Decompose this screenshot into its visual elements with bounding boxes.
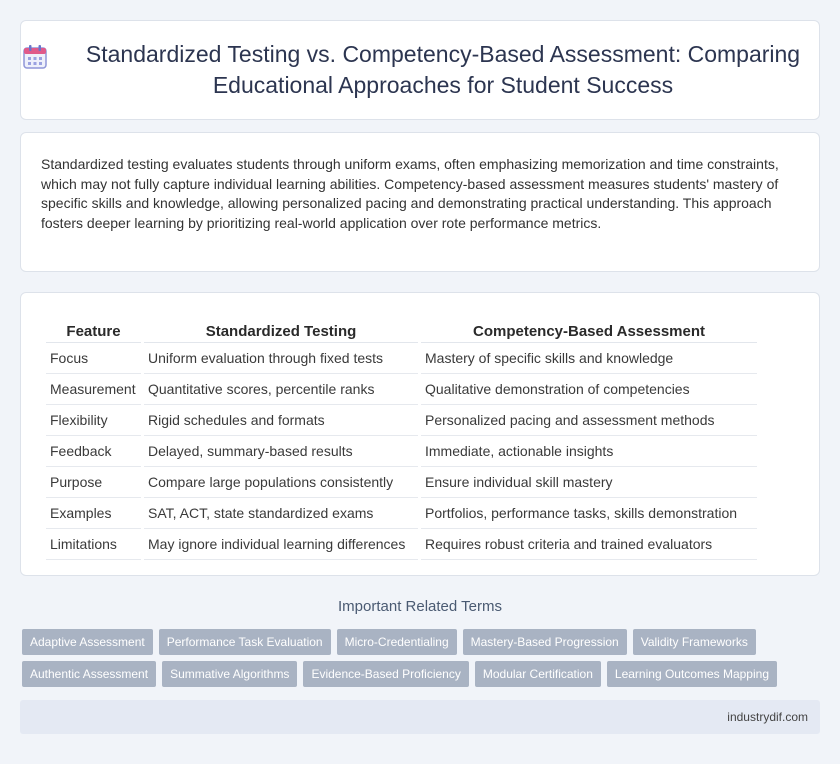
cell-competency: Immediate, actionable insights [421, 436, 757, 467]
cell-competency: Mastery of specific skills and knowledge [421, 343, 757, 374]
tag-validity-frameworks[interactable]: Validity Frameworks [633, 629, 756, 655]
table-row [46, 405, 757, 436]
comparison-card [20, 292, 820, 576]
intro-card [20, 132, 820, 272]
tag-row [22, 629, 822, 655]
page-title: Standardized Testing vs. Competency-Based Assessment: Comparing Educational Approaches for Student Success [85, 41, 801, 98]
footer-site-link[interactable]: industrydif.com [727, 710, 808, 724]
cell-standardized: May ignore individual learning differences [144, 529, 418, 560]
cell-competency: Qualitative demonstration of competencies [421, 374, 757, 405]
cell-competency: Ensure individual skill mastery [421, 467, 757, 498]
tag-performance-task-evaluation[interactable]: Performance Task Evaluation [159, 629, 331, 655]
cell-standardized: Delayed, summary-based results [144, 436, 418, 467]
title-card [20, 20, 820, 120]
footer [20, 700, 820, 734]
related-terms-tags [22, 629, 822, 693]
tag-row [22, 661, 822, 687]
table-row [46, 467, 757, 498]
cell-standardized: Rigid schedules and formats [144, 405, 418, 436]
tag-evidence-based-proficiency[interactable]: Evidence-Based Proficiency [303, 661, 468, 687]
header-standardized: Standardized Testing [144, 313, 418, 343]
header-competency: Competency-Based Assessment [421, 313, 757, 343]
table-header-row [46, 313, 757, 343]
table-row [46, 374, 757, 405]
comparison-table [43, 313, 760, 560]
header-feature: Feature [46, 313, 141, 343]
cell-competency: Portfolios, performance tasks, skills demonstration [421, 498, 757, 529]
intro-paragraph: Standardized testing evaluates students through uniform exams, often emphasizing memorization and time constraints, which may not fully capture individual learning abilities. Competency-based assessment measures students' mastery of specific skills and knowledge, allowing personalized pacing and demonstrating practical understanding. This approach fosters deeper learning by prioritizing real-world application over rote performance metrics. [41, 156, 779, 231]
table-row [46, 529, 757, 560]
cell-feature: Limitations [46, 529, 141, 560]
tag-micro-credentialing[interactable]: Micro-Credentialing [337, 629, 457, 655]
related-terms-title: Important Related Terms [338, 598, 502, 615]
tag-mastery-based-progression[interactable]: Mastery-Based Progression [463, 629, 627, 655]
cell-feature: Flexibility [46, 405, 141, 436]
cell-feature: Focus [46, 343, 141, 374]
table-row [46, 436, 757, 467]
table-row [46, 498, 757, 529]
tag-summative-algorithms[interactable]: Summative Algorithms [162, 661, 297, 687]
cell-feature: Purpose [46, 467, 141, 498]
cell-standardized: SAT, ACT, state standardized exams [144, 498, 418, 529]
cell-standardized: Uniform evaluation through fixed tests [144, 343, 418, 374]
cell-feature: Feedback [46, 436, 141, 467]
tag-learning-outcomes-mapping[interactable]: Learning Outcomes Mapping [607, 661, 777, 687]
tag-modular-certification[interactable]: Modular Certification [475, 661, 601, 687]
cell-competency: Requires robust criteria and trained evaluators [421, 529, 757, 560]
cell-feature: Measurement [46, 374, 141, 405]
calendar-icon [21, 43, 49, 71]
tag-authentic-assessment[interactable]: Authentic Assessment [22, 661, 156, 687]
cell-feature: Examples [46, 498, 141, 529]
cell-standardized: Quantitative scores, percentile ranks [144, 374, 418, 405]
table-row [46, 343, 757, 374]
title-wrap [21, 39, 819, 101]
cell-standardized: Compare large populations consistently [144, 467, 418, 498]
tag-adaptive-assessment[interactable]: Adaptive Assessment [22, 629, 153, 655]
cell-competency: Personalized pacing and assessment methods [421, 405, 757, 436]
